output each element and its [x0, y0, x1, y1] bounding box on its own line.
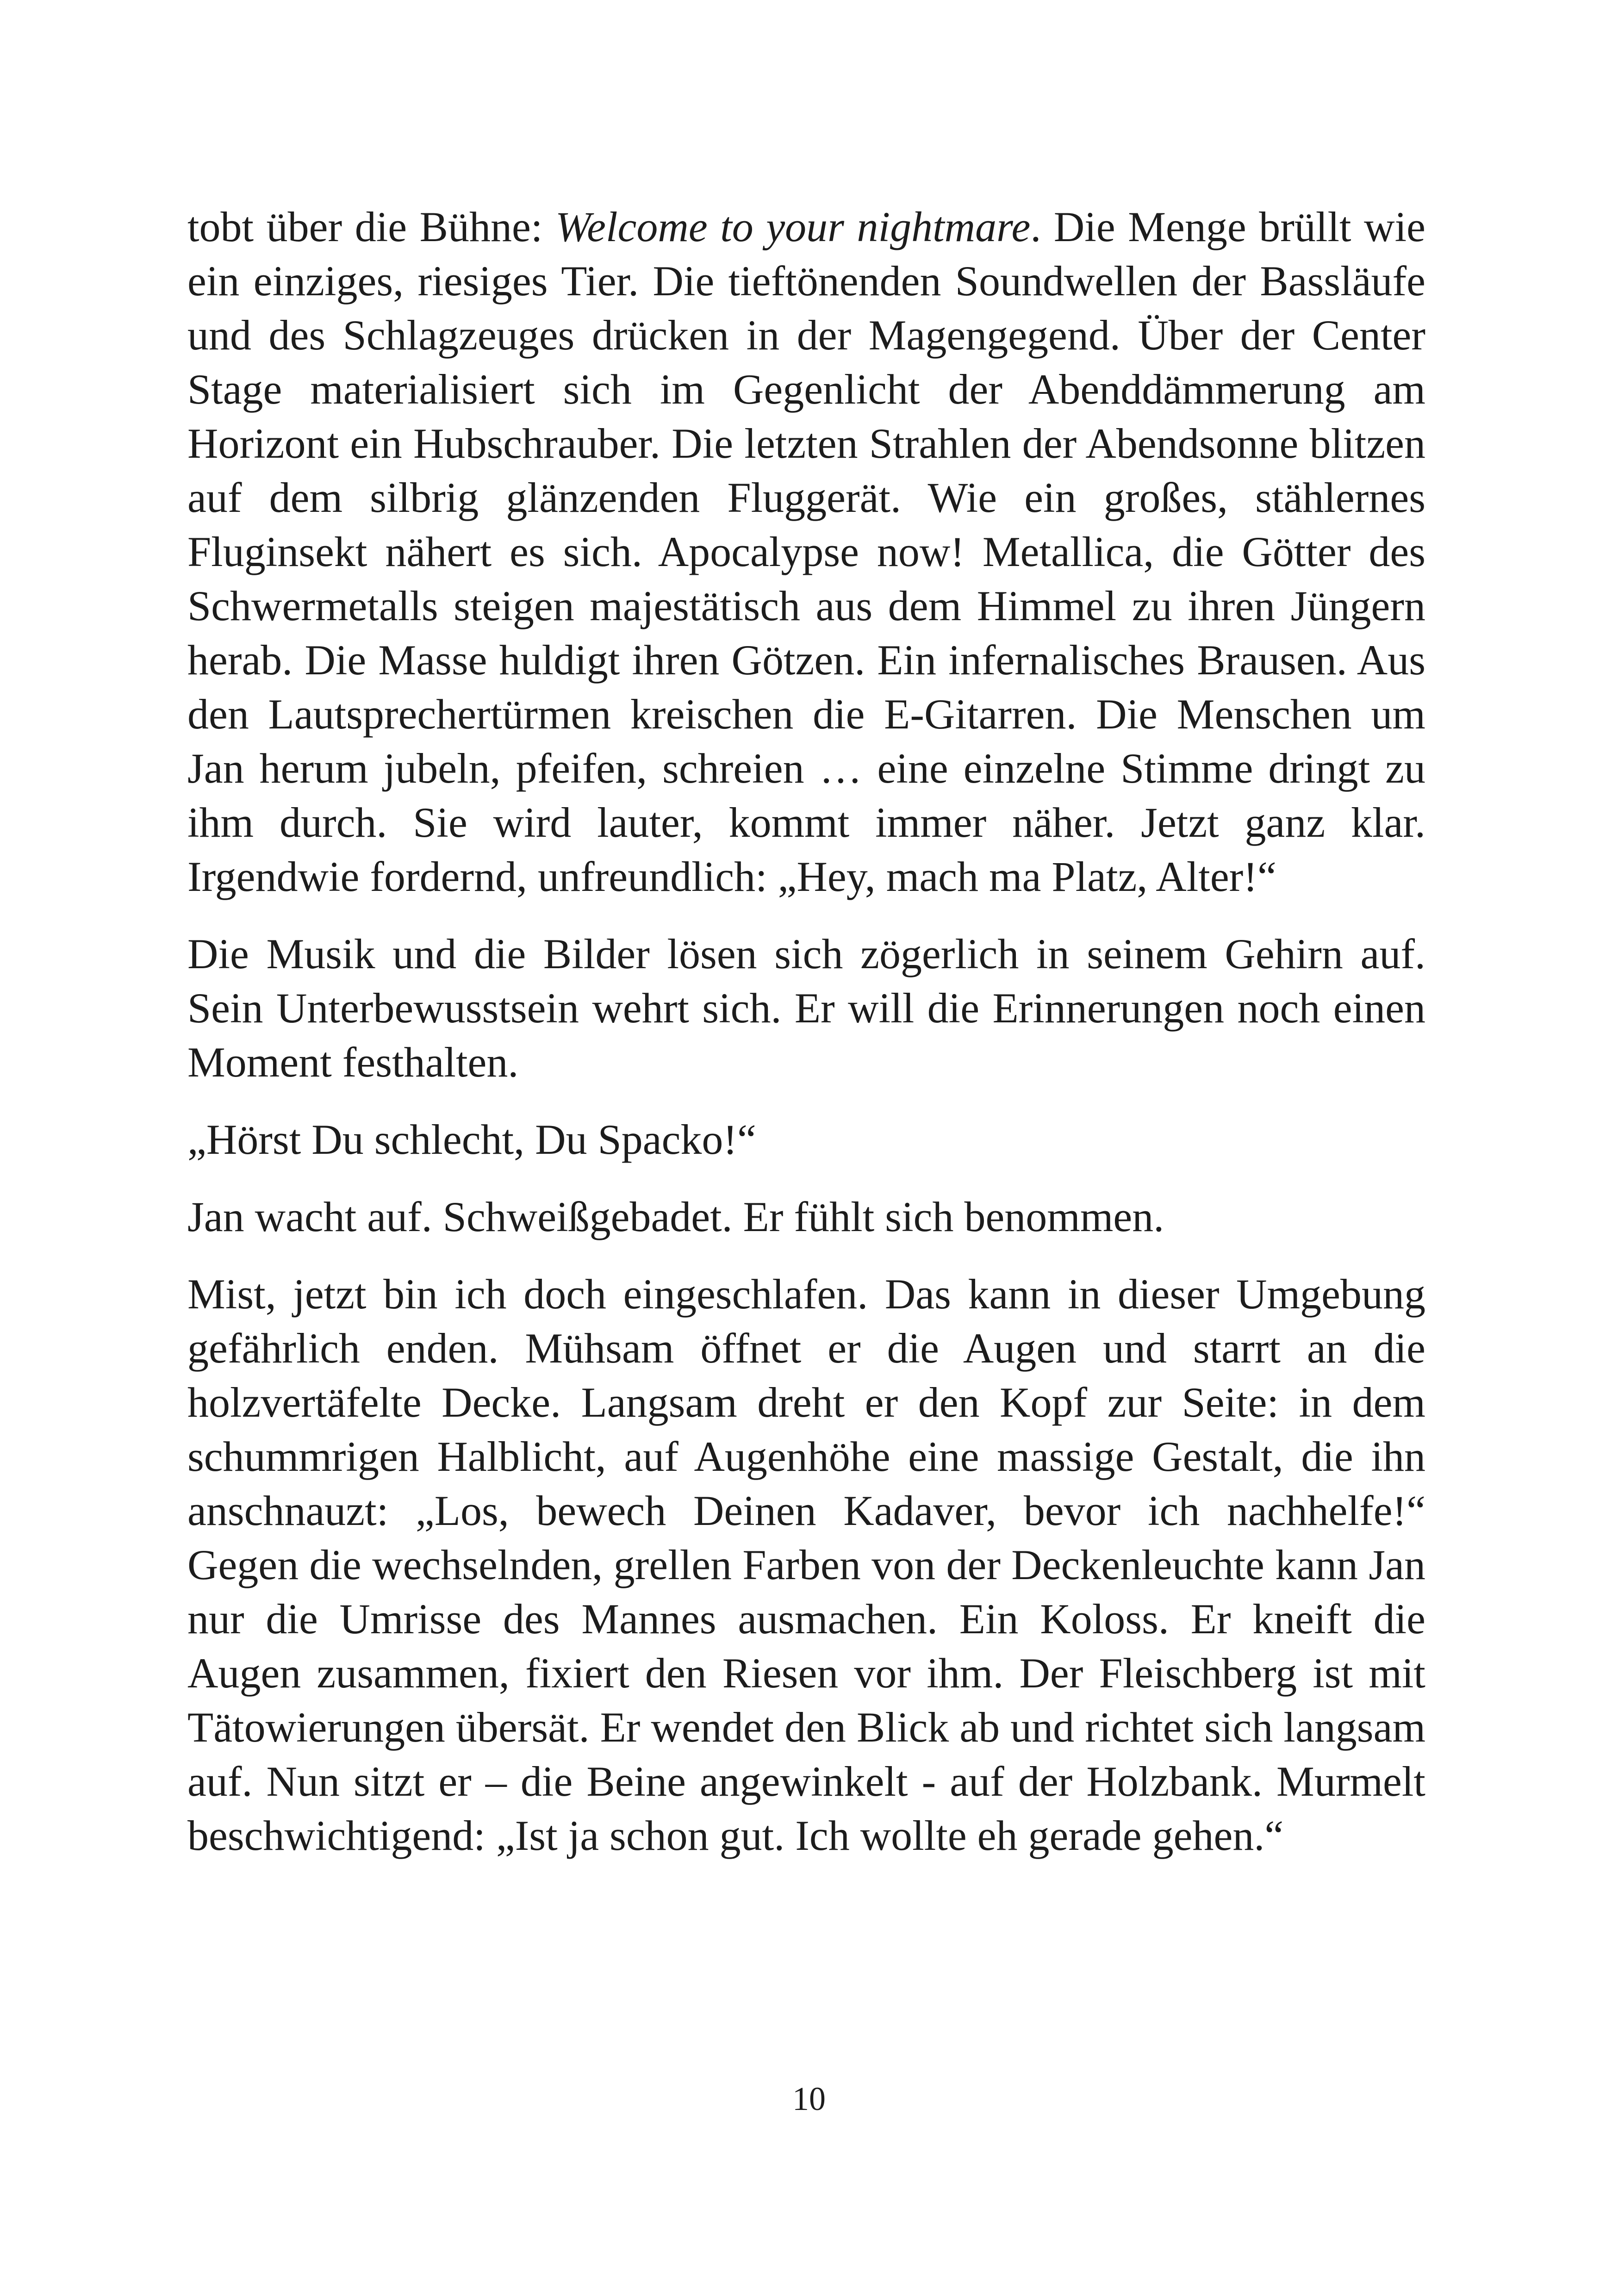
text-segment: „Hörst Du schlecht, Du Spacko!“ — [187, 1116, 756, 1163]
paragraph — [187, 927, 1425, 1089]
paragraph — [187, 1267, 1425, 1863]
text-segment: Jan wacht auf. Schweißgebadet. Er fühlt sich benommen. — [187, 1193, 1164, 1240]
paragraph — [187, 1190, 1425, 1244]
text-segment: tobt über die Bühne: — [187, 203, 555, 250]
text-segment: . Die Menge brüllt wie ein einziges, riesiges Tier. Die tieftönenden Soundwellen der Bassläufe und des Schlagzeuges drücken in der Magengegend. Über der Center Stage materialisiert sich im Gegenlicht der Abenddämmerung am Horizont ein Hubschrauber. Die letzten Strahlen der Abendsonne blitzen auf dem silbrig glänzenden Fluggerät. Wie ein großes, stählernes Fluginsekt nähert es sich. Apocalypse now! Metallica, die Götter des Schwermetalls steigen majestätisch aus dem Himmel zu ihren Jüngern herab. Die Masse huldigt ihren Götzen. Ein infernalisches Brausen. Aus den Lautsprechertürmen kreischen die E-Gitarren. Die Menschen um Jan herum jubeln, pfeifen, schreien … eine einzelne Stimme dringt zu ihm durch. Sie wird lauter, kommt immer näher. Jetzt ganz klar. Irgendwie fordernd, unfreundlich: „Hey, mach ma Platz, Alter!“ — [187, 203, 1425, 900]
text-segment: Mist, jetzt bin ich doch eingeschlafen. Das kann in dieser Umgebung gefährlich enden. Mühsam öffnet er die Augen und starrt an die holzvertäfelte Decke. Langsam dreht er den Kopf zur Seite: in dem schummrigen Halblicht, auf Augenhöhe eine massige Gestalt, die ihn anschnauzt: „Los, bewech Deinen Kadaver, bevor ich nachhelfe!“ Gegen die wechselnden, grellen Farben von der Deckenleuchte kann Jan nur die Umrisse des Mannes ausmachen. Ein Koloss. Er kneift die Augen zusammen, fixiert den Riesen vor ihm. Der Fleischberg ist mit Tätowierungen übersät. Er wendet den Blick ab und richtet sich langsam auf. Nun sitzt er – die Beine angewinkelt - auf der Holzbank. Murmelt beschwichtigend: „Ist ja schon gut. Ich wollte eh gerade gehen.“ — [187, 1270, 1425, 1859]
text-segment: Die Musik und die Bilder lösen sich zögerlich in seinem Gehirn auf. Sein Unterbewusstsein wehrt sich. Er will die Erinnerungen noch einen Moment festhalten. — [187, 930, 1425, 1086]
page-number: 10 — [792, 2080, 826, 2117]
italic-text-segment: Welcome to your nightmare — [555, 203, 1031, 250]
paragraph — [187, 1113, 1425, 1167]
body-text — [187, 200, 1425, 1886]
paragraph — [187, 200, 1425, 904]
